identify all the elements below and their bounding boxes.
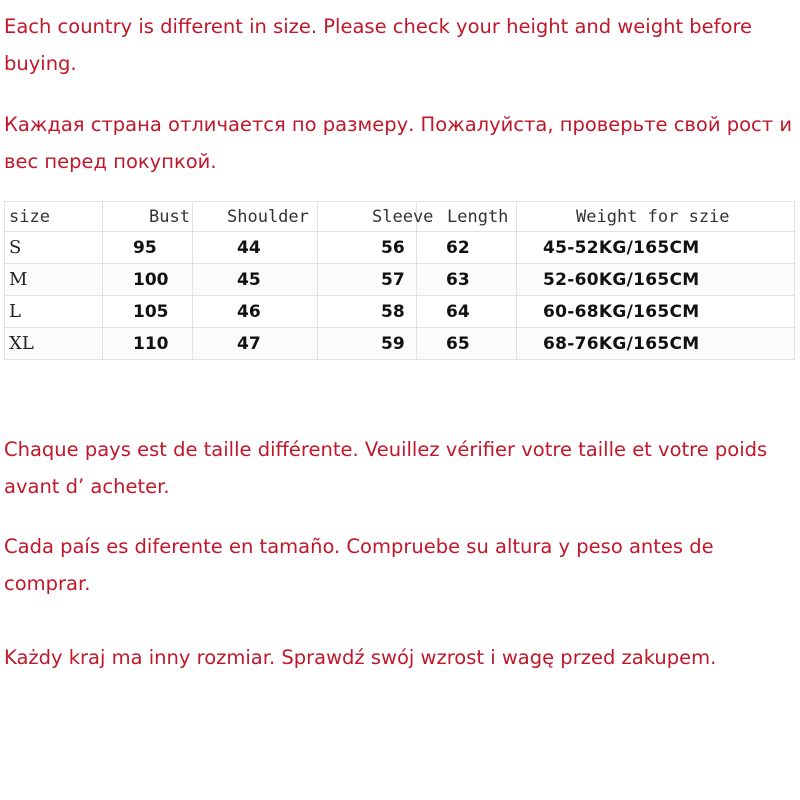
header-sleeve: Sleeve xyxy=(318,202,417,232)
cell-sleeve: 57 xyxy=(318,264,417,296)
cell-bust: 110 xyxy=(103,328,193,360)
cell-length: 63 xyxy=(417,264,517,296)
cell-length: 62 xyxy=(417,232,517,264)
cell-size: S xyxy=(5,232,103,264)
header-size: size xyxy=(5,202,103,232)
cell-length: 65 xyxy=(417,328,517,360)
cell-size: XL xyxy=(5,328,103,360)
table-row xyxy=(5,296,795,328)
note-english: Each country is different in size. Please check your height and weight before buying. xyxy=(4,15,753,75)
cell-sleeve: 56 xyxy=(318,232,417,264)
cell-weight: 60-68KG/165CM xyxy=(517,296,795,328)
table-row xyxy=(5,328,795,360)
table-header-row xyxy=(5,202,795,232)
cell-bust: 100 xyxy=(103,264,193,296)
note-russian: Каждая страна отличается по размеру. Пожалуйста, проверьте свой рост и вес перед покупкой. xyxy=(4,113,792,173)
cell-size: M xyxy=(5,264,103,296)
cell-shoulder: 46 xyxy=(193,296,318,328)
cell-shoulder: 45 xyxy=(193,264,318,296)
cell-weight: 45-52KG/165CM xyxy=(517,232,795,264)
cell-length: 64 xyxy=(417,296,517,328)
cell-shoulder: 44 xyxy=(193,232,318,264)
note-french: Chaque pays est de taille différente. Veuillez vérifier votre taille et votre poids avant d’ acheter. xyxy=(4,438,768,498)
header-length: Length xyxy=(417,202,517,232)
cell-shoulder: 47 xyxy=(193,328,318,360)
cell-sleeve: 59 xyxy=(318,328,417,360)
header-shoulder: Shoulder xyxy=(193,202,318,232)
header-bust: Bust xyxy=(103,202,193,232)
cell-bust: 105 xyxy=(103,296,193,328)
cell-size: L xyxy=(5,296,103,328)
table-row xyxy=(5,264,795,296)
header-weight: Weight for szie xyxy=(517,202,795,232)
cell-sleeve: 58 xyxy=(318,296,417,328)
note-spanish: Cada país es diferente en tamaño. Compruebe su altura y peso antes de comprar. xyxy=(4,535,714,595)
cell-bust: 95 xyxy=(103,232,193,264)
cell-weight: 52-60KG/165CM xyxy=(517,264,795,296)
note-polish: Każdy kraj ma inny rozmiar. Sprawdź swój wzrost i wagę przed zakupem. xyxy=(4,646,717,669)
table-row xyxy=(5,232,795,264)
size-chart-table xyxy=(4,201,795,360)
cell-weight: 68-76KG/165CM xyxy=(517,328,795,360)
